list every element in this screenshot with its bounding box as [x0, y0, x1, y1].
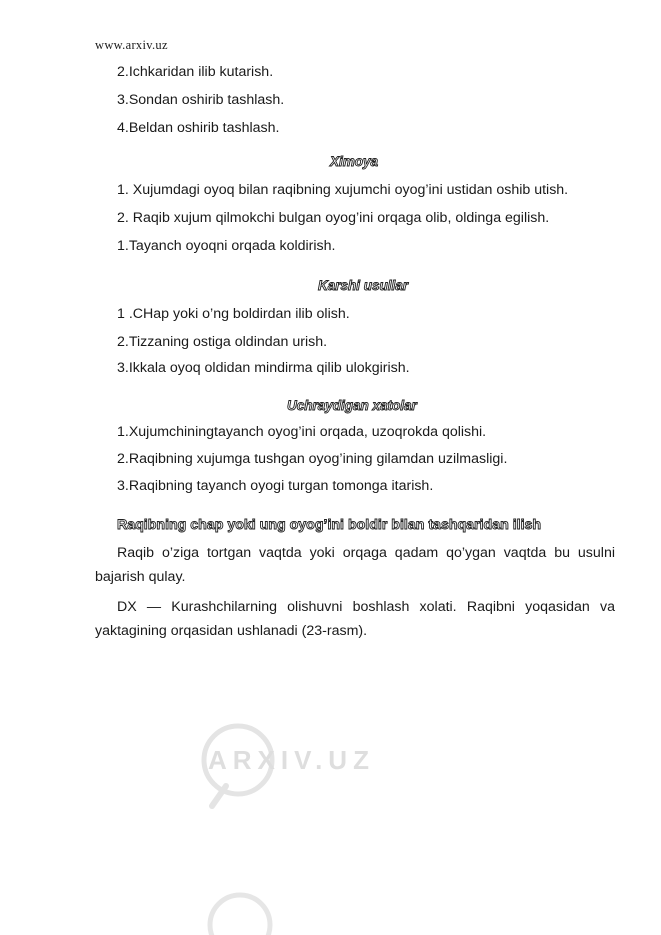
paragraph-2-text: DX — Kurashchilarning olishuvni boshlash xolati. Raqibni yoqasidan va yaktagining orqasidan ushlanadi (23-rasm).: [95, 599, 615, 639]
paragraph-2: [95, 595, 615, 643]
paragraph-1: [95, 541, 615, 589]
watermark-logo: [198, 712, 408, 812]
ximoya-item-1: 1. Xujumdagi oyoq bilan raqibning xujumchi oyog’ini ustidan oshib utish.: [117, 182, 569, 198]
paragraph-1-text: Raqib o’ziga tortgan vaqtda yoki orqaga qadam qo’ygan vaqtda bu usulni bajarish qulay.: [95, 545, 615, 585]
section-title: Raqibning chap yoki ung oyog’ini boldir bilan tashqaridan ilish: [117, 517, 542, 533]
karshi-item-1: 1 .CHap yoki o’ng boldirdan ilib olish.: [117, 306, 350, 322]
ximoya-item-3: 1.Tayanch oyoqni orqada koldirish.: [117, 238, 336, 254]
karshi-item-3: 3.Ikkala oyoq oldidan mindirma qilib ulokgirish.: [117, 360, 410, 376]
intro-item-2: 2.Ichkaridan ilib kutarish.: [117, 64, 274, 80]
xatolar-item-1: 1.Xujumchiningtayanch oyog’ini orqada, uzoqrokda qolishi.: [117, 424, 487, 440]
xatolar-item-3: 3.Raqibning tayanch oyogi turgan tomonga itarish.: [117, 478, 434, 494]
watermark-text: ARXIV.UZ: [208, 745, 375, 775]
site-url: www.arxiv.uz: [95, 38, 168, 52]
ximoya-item-2: 2. Raqib xujum qilmokchi bulgan oyog’ini orqaga olib, oldinga egilish.: [117, 210, 550, 226]
watermark-logo-partial: [200, 885, 350, 935]
xatolar-item-2: 2.Raqibning xujumga tushgan oyog’ining gilamdan uzilmasligi.: [117, 451, 508, 467]
karshi-item-2: 2.Tizzaning ostiga oldindan urish.: [117, 334, 328, 350]
intro-item-4: 4.Beldan oshirib tashlash.: [117, 120, 280, 136]
heading-ximoya: Ximoya: [330, 154, 379, 169]
heading-karshi-usullar: Karshi usullar: [318, 278, 409, 293]
intro-item-3: 3.Sondan oshirib tashlash.: [117, 92, 285, 108]
heading-uchraydigan-xatolar: Uchraydigan xatolar: [287, 398, 417, 413]
